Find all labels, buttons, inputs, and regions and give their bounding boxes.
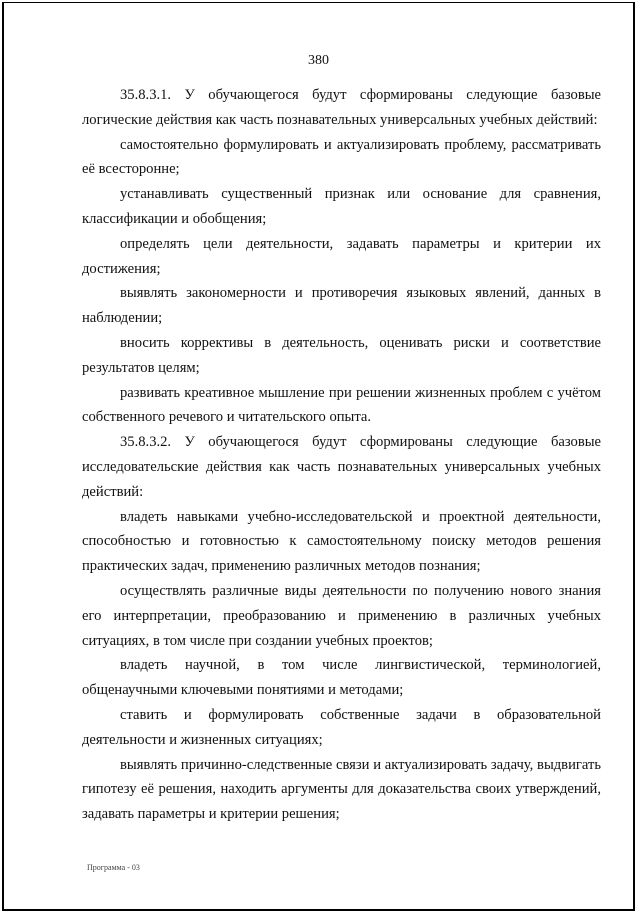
page-number: 380 xyxy=(308,53,329,68)
document-body xyxy=(82,83,601,827)
paragraph: вносить коррективы в деятельность, оценивать риски и соответствие результатов целям; xyxy=(82,334,601,376)
paragraph: владеть навыками учебно-исследовательской и проектной деятельности, способностью и готовностью к самостоятельному поиску методов решения практических задач, применению различных методов познания; xyxy=(82,508,601,575)
paragraph-research-actions-intro: 35.8.3.2. У обучающегося будут сформированы следующие базовые исследовательские действия как часть познавательных универсальных учебных действий: xyxy=(82,434,601,500)
paragraph: ставить и формулировать собственные задачи в образовательной деятельности и жизненных ситуациях; xyxy=(82,706,601,748)
document-page xyxy=(2,2,635,911)
paragraph: развивать креативное мышление при решении жизненных проблем с учётом собственного речевого и читательского опыта. xyxy=(82,384,601,426)
paragraph: выявлять закономерности и противоречия языковых явлений, данных в наблюдении; xyxy=(82,285,601,327)
paragraph: владеть научной, в том числе лингвистической, терминологией, общенаучными ключевыми понятиями и методами; xyxy=(82,657,601,699)
paragraph: устанавливать существенный признак или основание для сравнения, классификации и обобщения; xyxy=(82,186,601,227)
paragraph: определять цели деятельности, задавать параметры и критерии их достижения; xyxy=(82,235,601,277)
paragraph-logical-actions-intro: 35.8.3.1. У обучающегося будут сформированы следующие базовые логические действия как часть познавательных универсальных учебных действий: xyxy=(82,87,601,128)
paragraph: осуществлять различные виды деятельности по получению нового знания его интерпретации, преобразованию и применению в различных учебных ситуациях, в том числе при создании учебных проектов; xyxy=(82,582,601,649)
page-footer: Программа - 03 xyxy=(87,863,140,872)
paragraph: самостоятельно формулировать и актуализировать проблему, рассматривать её всесторонне; xyxy=(82,136,601,178)
paragraph: выявлять причинно-следственные связи и актуализировать задачу, выдвигать гипотезу её решения, находить аргументы для доказательства своих утверждений, задавать параметры и критерии решения; xyxy=(82,756,601,823)
